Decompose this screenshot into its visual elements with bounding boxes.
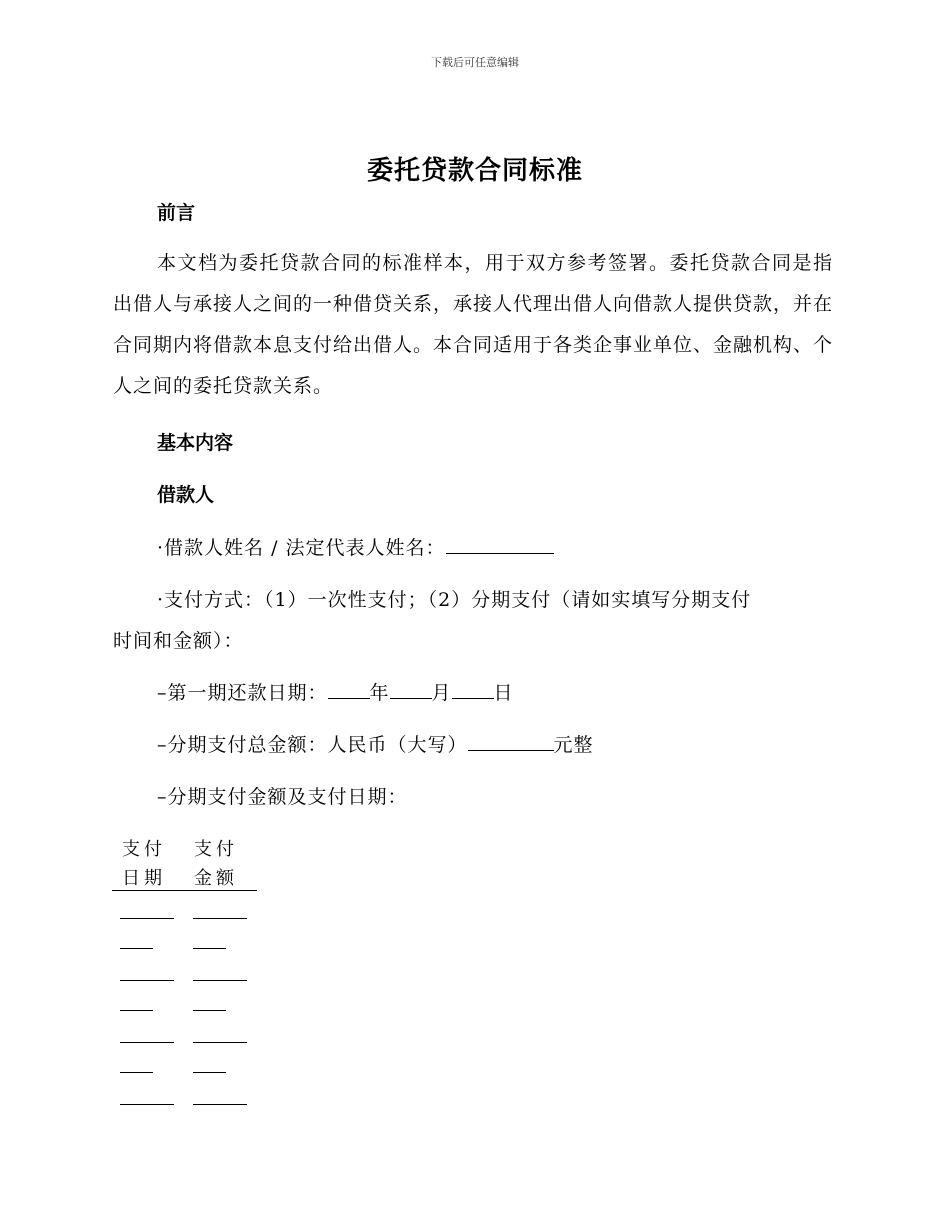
first-repay-date-field: [157, 678, 514, 705]
month-label: 月: [431, 682, 452, 704]
payment-method-line2: 时间和金额）：: [113, 630, 244, 652]
first-repay-label: –第一期还款日期：: [157, 682, 328, 704]
preface-paragraph: 本文档为委托贷款合同的标准样本，用于双方参考签署。委托贷款合同是指出借人与承接人之间的一种借贷关系，承接人代理出借人向借款人提供贷款，并在合同期内将借款本息支付给出借人。本合同适用于各类企事业单位、金融机构、个人之间的委托贷款关系。: [113, 252, 834, 397]
table-header-date: [122, 835, 166, 893]
installment-detail-label: –分期支付金额及支付日期：: [157, 786, 408, 808]
month-blank[interactable]: [390, 680, 432, 699]
installment-total-field: [157, 730, 594, 757]
borrower-name-label: ·借款人姓名 / 法定代表人姓名：: [157, 537, 446, 559]
header-note: 下载后可任意编辑: [431, 56, 519, 69]
table-cell-blank[interactable]: [120, 980, 174, 981]
table-cell-blank[interactable]: [120, 1104, 174, 1105]
table-cell-blank[interactable]: [193, 980, 247, 981]
table-cell-blank[interactable]: [193, 1010, 226, 1011]
year-label: 年: [369, 682, 390, 704]
year-blank[interactable]: [328, 680, 370, 699]
table-header-amount: [194, 835, 238, 893]
borrower-name-field: [157, 533, 554, 560]
document-title: 委托贷款合同标准: [366, 156, 583, 186]
table-cell-blank[interactable]: [120, 1072, 153, 1073]
table-header-date-line1: 支付: [122, 839, 166, 860]
borrower-heading: 借款人: [157, 484, 215, 506]
table-cell-blank[interactable]: [193, 1042, 247, 1043]
table-cell-blank[interactable]: [120, 1042, 174, 1043]
installment-total-label: –分期支付总金额：人民币（大写）: [157, 734, 468, 756]
day-blank[interactable]: [452, 680, 494, 699]
installment-total-suffix: 元整: [553, 734, 594, 756]
table-header-amount-line2: 金额: [194, 868, 238, 889]
table-header-amount-line1: 支付: [194, 839, 238, 860]
table-cell-blank[interactable]: [120, 1010, 153, 1011]
table-cell-blank[interactable]: [193, 918, 247, 919]
preface-heading: 前言: [157, 202, 196, 224]
day-label: 日: [493, 682, 514, 704]
table-cell-blank[interactable]: [193, 1072, 226, 1073]
installment-total-blank[interactable]: [468, 732, 554, 751]
table-cell-blank[interactable]: [120, 918, 174, 919]
table-header-date-line2: 日期: [122, 868, 166, 889]
table-cell-blank[interactable]: [193, 948, 226, 949]
table-cell-blank[interactable]: [193, 1104, 247, 1105]
table-cell-blank[interactable]: [120, 948, 153, 949]
borrower-name-blank[interactable]: [446, 535, 554, 554]
table-header-rule: [112, 890, 257, 891]
payment-method-line1: ·支付方式：（1）一次性支付；（2）分期支付（请如实填写分期支付: [157, 589, 752, 611]
basic-content-heading: 基本内容: [157, 432, 234, 454]
